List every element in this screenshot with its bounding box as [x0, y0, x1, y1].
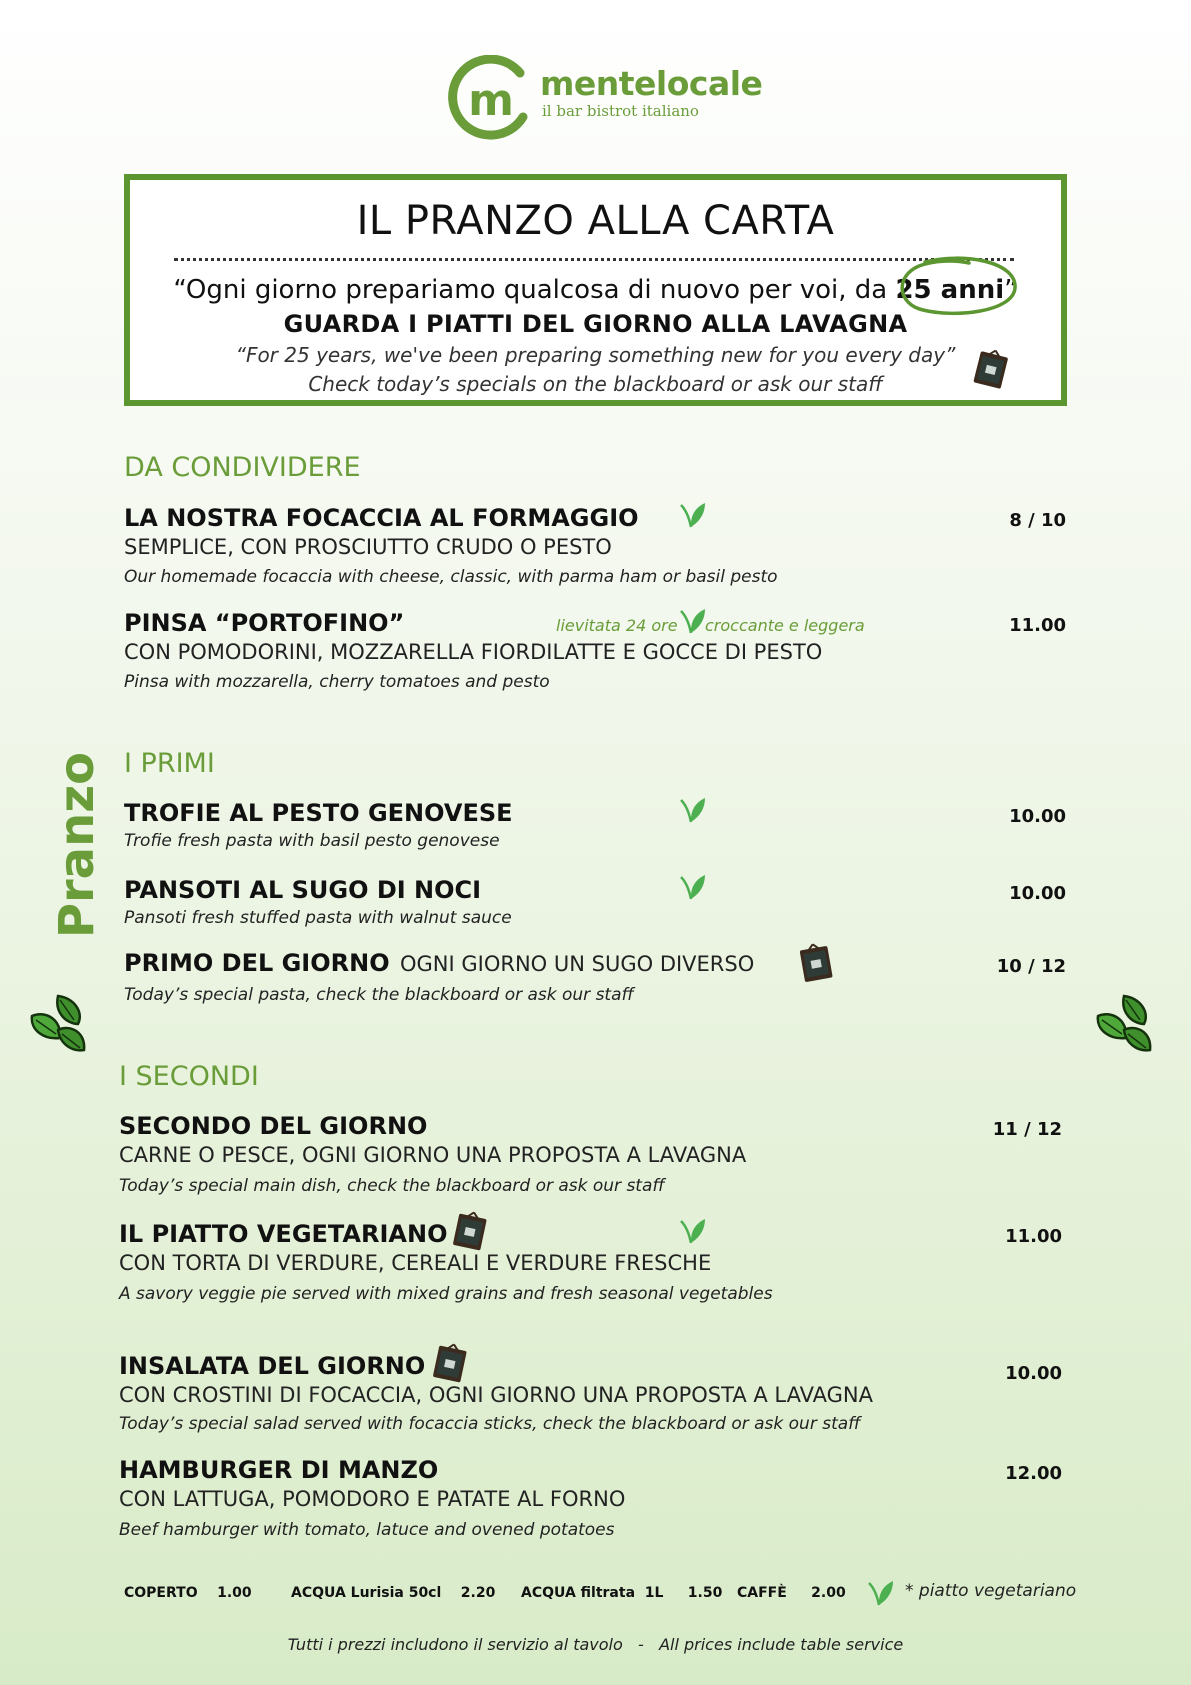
dish-english: Pinsa with mozzarella, cherry tomatoes and pesto — [124, 672, 550, 692]
dish-english: Beef hamburger with tomato, latuce and ovened potatoes — [119, 1520, 615, 1540]
dish-english: Trofie fresh pasta with basil pesto genovese — [124, 831, 500, 851]
header-quote: “Ogni giorno prepariamo qualcosa di nuovo per voi, da 25 anni” — [173, 275, 1018, 305]
footer-caffe: CAFFÈ 2.00 — [737, 1585, 846, 1601]
dish-name: PINSA “PORTOFINO” — [124, 609, 405, 637]
vegetarian-leaf-icon — [678, 500, 708, 530]
dish-english: Our homemade focaccia with cheese, classic, with parma ham or basil pesto — [124, 567, 778, 587]
footer-acqua-lurisia: ACQUA Lurisia 50cl 2.20 — [291, 1585, 496, 1601]
dotted-divider — [174, 258, 1014, 261]
blackboard-icon — [432, 1342, 468, 1384]
dish-subtitle: CON LATTUGA, POMODORO E PATATE AL FORNO — [119, 1487, 626, 1511]
dish-name: TROFIE AL PESTO GENOVESE — [124, 799, 513, 827]
logo-tagline: il bar bistrot italiano — [542, 102, 699, 120]
dish-name: LA NOSTRA FOCACCIA AL FORMAGGIO — [124, 504, 639, 532]
dish-english: Today’s special pasta, check the blackboard or ask our staff — [124, 985, 634, 1005]
dish-subtitle: SEMPLICE, CON PROSCIUTTO CRUDO O PESTO — [124, 535, 612, 559]
basil-leaves-icon — [24, 990, 90, 1056]
header-bold-line: GUARDA I PIATTI DEL GIORNO ALLA LAVAGNA — [283, 310, 908, 338]
dish-subtitle: CON TORTA DI VERDURE, CEREALI E VERDURE FRESCHE — [119, 1251, 712, 1275]
dish-name: IL PIATTO VEGETARIANO — [119, 1220, 448, 1248]
vegetarian-leaf-icon — [678, 795, 708, 825]
dish-price: 10.00 — [1005, 1363, 1062, 1384]
dish-subtitle: OGNI GIORNO UN SUGO DIVERSO — [400, 952, 755, 976]
dish-price: 8 / 10 — [1009, 510, 1066, 531]
vegetarian-leaf-icon — [678, 606, 708, 636]
dish-subtitle: CARNE O PESCE, OGNI GIORNO UNA PROPOSTA A LAVAGNA — [119, 1143, 747, 1167]
vegetarian-leaf-icon — [866, 1578, 896, 1608]
page-title: IL PRANZO ALLA CARTA — [356, 198, 835, 244]
footer-veg-note: * piatto vegetariano — [905, 1581, 1077, 1601]
dish-name: SECONDO DEL GIORNO — [119, 1112, 428, 1140]
logo-initial: m — [468, 75, 514, 126]
dish-name: PANSOTI AL SUGO DI NOCI — [124, 876, 482, 904]
dish-english: Pansoti fresh stuffed pasta with walnut sauce — [124, 908, 512, 928]
dish-price: 11 / 12 — [992, 1119, 1062, 1140]
blackboard-icon — [973, 348, 1009, 390]
quote-highlight: 25 anni — [895, 275, 1005, 305]
vegetarian-leaf-icon — [678, 1216, 708, 1246]
dish-english: A savory veggie pie served with mixed grains and fresh seasonal vegetables — [119, 1284, 773, 1304]
section-title-condividere: DA CONDIVIDERE — [124, 452, 361, 483]
dish-name: HAMBURGER DI MANZO — [119, 1456, 439, 1484]
blackboard-icon — [798, 942, 834, 984]
vegetarian-leaf-icon — [678, 872, 708, 902]
footer-coperto: COPERTO 1.00 — [124, 1585, 252, 1601]
dish-price: 12.00 — [1005, 1463, 1062, 1484]
blackboard-icon — [452, 1210, 488, 1252]
dish-price: 11.00 — [1005, 1226, 1062, 1247]
header-english-1: “For 25 years, we've been preparing something new for you every day” — [235, 343, 956, 367]
logo-name: mentelocale — [540, 64, 763, 103]
dish-english: Today’s special salad served with focaccia sticks, check the blackboard or ask our staff — [119, 1414, 861, 1434]
dish-price: 10.00 — [1009, 806, 1066, 827]
dish-subtitle: CON POMODORINI, MOZZARELLA FIORDILATTE E GOCCE DI PESTO — [124, 640, 823, 664]
dish-subtitle: CON CROSTINI DI FOCACCIA, OGNI GIORNO UNA PROPOSTA A LAVAGNA — [119, 1383, 873, 1407]
dish-price: 11.00 — [1009, 615, 1066, 636]
dish-name: PRIMO DEL GIORNO — [124, 949, 390, 977]
dish-english: Today’s special main dish, check the blackboard or ask our staff — [119, 1176, 665, 1196]
footer-acqua-filtrata: ACQUA filtrata 1L 1.50 — [521, 1585, 723, 1601]
dish-price: 10.00 — [1009, 883, 1066, 904]
header-english-2: Check today’s specials on the blackboard or ask our staff — [308, 372, 883, 396]
dish-price: 10 / 12 — [996, 956, 1066, 977]
section-title-primi: I PRIMI — [124, 748, 215, 779]
footer-price-note: Tutti i prezzi includono il servizio al tavolo - All prices include table service — [287, 1635, 904, 1654]
dish-note: lievitata 24 ore — [556, 616, 678, 635]
side-label: Pranzo — [49, 751, 105, 939]
dish-name: INSALATA DEL GIORNO — [119, 1352, 426, 1380]
basil-leaves-icon — [1090, 990, 1156, 1056]
logo-mark — [445, 55, 533, 143]
dish-note: croccante e leggera — [705, 616, 865, 635]
section-title-secondi: I SECONDI — [119, 1061, 259, 1092]
